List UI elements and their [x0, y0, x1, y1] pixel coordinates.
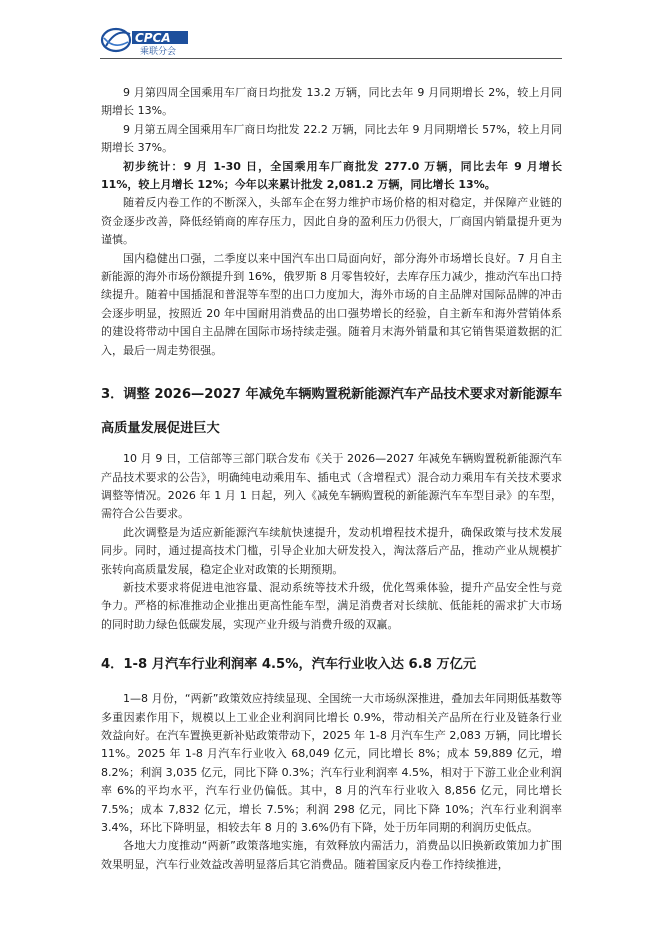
logo-text: CPCA	[135, 31, 171, 45]
section-3-paragraph: 新技术要求将促进电池容量、混动系统等技术升级，优化驾乘体验，提升产品安全性与竞争力。严格的标准推动企业推出更高性能车型，满足消费者对长续航、低能耗的需求扩大市场的同时助力绿色低碳发展，实现产业升级与消费升级的双赢。	[101, 580, 562, 631]
document-body	[101, 84, 562, 874]
paragraph-week4: 9 月第四周全国乘用车厂商日均批发 13.2 万辆，同比去年 9 月同期增长 2%，较上月同期增长 13%。	[101, 86, 562, 118]
section-4-paragraph: 1—8 月份，“两新”政策效应持续显现、全国统一大市场纵深推进，叠加去年同期低基数等多重因素作用下，规模以上工业企业利润同比增长 0.9%，带动相关产品所在行业及链条行业效益向好。在汽车置换更新补贴政策带动下，2025 年 1-8 月汽车生产 2,083 万辆，同比增长 11%。2025 年 1-8 月汽车行业收入 68,049 亿元，同比增长 8%；成本 59,889 亿元，增 8.2%；利润 3,035 亿元，同比下降 0.3%；汽车行业利润率 4.5%，相对于下游工业企业利润率 6%的平均水平，汽车行业仍偏低。其中，8 月的汽车行业收入 8,856 亿元，同比增长 7.5%；成本 7,832 亿元，增长 7.5%；利润 298 亿元，同比下降 10%；汽车行业利润率 3.4%，环比下降明显，相较去年 8 月的 3.6%仍有下降，处于历年同期的利润历史低点。	[101, 692, 562, 834]
paragraph-export: 国内稳健出口强，二季度以来中国汽车出口局面向好，部分海外市场增长良好。7 月自主新能源的海外市场份额提升到 16%，俄罗斯 8 月零售较好，去库存压力减少，推动汽车出口持续提升。随着中国插混和普混等车型的出口力度加大，海外市场的自主品牌对国际品牌的冲击会逐步明显，按照近 20 年中国耐用消费品的出口强势增长的经验，自主新车和海外营销体系的建设将带动中国自主品牌在国际市场持续走强。随着月末海外销量和其它销售渠道数据的汇入，最后一周走势很强。	[101, 251, 562, 357]
paragraph-week5: 9 月第五周全国乘用车厂商日均批发 22.2 万辆，同比去年 9 月同期增长 57%，较上月同期增长 37%。	[101, 122, 562, 155]
section-3-heading-cont: 高质量发展促进巨大	[101, 421, 220, 437]
logo-subtext: 乘联分会	[140, 47, 177, 56]
section-3-paragraph: 此次调整是为适应新能源汽车续航快速提升，发动机增程技术提升，确保政策与技术发展同步。同时，通过提高技术门槛，引导企业加大研发投入，淘汰落后产品，推动产业从规模扩张转向高质量发展，稳定企业对政策的长期预期。	[101, 525, 562, 576]
header-divider	[100, 58, 562, 59]
section-3-paragraph: 10 月 9 日，工信部等三部门联合发布《关于 2026—2027 年减免车辆购置税新能源汽车产品技术要求的公告》，明确纯电动乘用车、插电式（含增程式）混合动力乘用车有关技术要求调整等情况。2026 年 1 月 1 日起，列入《减免车辆购置税的新能源汽车车型目录》的车型，需符合公告要求。	[101, 452, 562, 521]
paragraph-anti-involution: 随着反内卷工作的不断深入，头部车企在努力维护市场价格的相对稳定，并保障产业链的资金逐步改善，降低经销商的库存压力，因此自身的盈利压力仍很大，厂商国内销量提升更为谨慎。	[101, 196, 562, 247]
paragraph-summary-bold: 初步统计：9 月 1-30 日，全国乘用车厂商批发 277.0 万辆，同比去年 9 月增长 11%，较上月增长 12%；今年以来累计批发 2,081.2 万辆，同比增长 13%。	[101, 159, 562, 192]
page-header	[100, 24, 562, 60]
section-4-paragraph: 各地大力度推动“两新”政策落地实施，有效释放内需活力，消费品以旧换新政策加力扩围效果明显，汽车行业效益改善明显落后其它消费品。随着国家反内卷工作持续推进，	[101, 839, 562, 871]
section-4-heading: 4．1-8 月汽车行业利润率 4.5%，汽车行业收入达 6.8 万亿元	[101, 657, 477, 673]
section-3-heading: 3．调整 2026—2027 年减免车辆购置税新能源汽车产品技术要求对新能源车	[101, 387, 563, 403]
cpca-logo-icon	[100, 24, 210, 56]
